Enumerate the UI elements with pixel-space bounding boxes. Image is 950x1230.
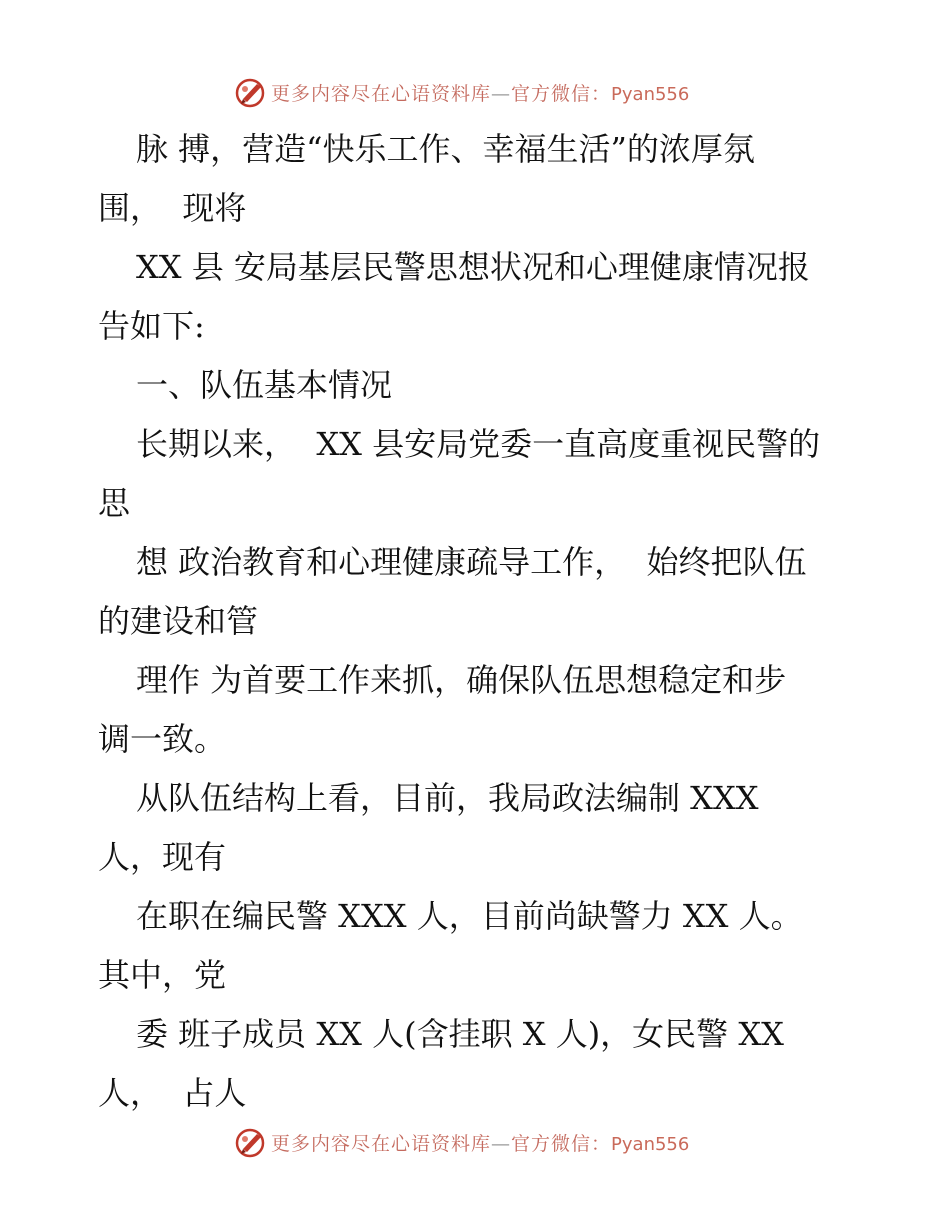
body-line: 在职在编民警 XXX 人，目前尚缺警力 XX 人。 — [136, 897, 803, 935]
body-line: 长期以来， XX 县安局党委一直高度重视民警的 — [136, 425, 821, 463]
body-line: 的建设和管 — [98, 602, 259, 640]
footer-wechat-id: Pyan556 — [611, 1133, 690, 1155]
body-line: 脉 搏，营造“快乐工作、幸福生活”的浓厚氛 — [136, 130, 755, 168]
header-banner — [0, 70, 950, 110]
document-body — [98, 120, 858, 1123]
pen-logo-icon — [233, 75, 267, 109]
body-line: XX 县 安局基层民警思想状况和心理健康情况报 — [136, 248, 810, 286]
header-banner-content — [233, 76, 689, 108]
body-line: 理作 为首要工作来抓，确保队伍思想稳定和步 — [136, 661, 787, 699]
footer-wechat-label: 官方微信： — [511, 1132, 612, 1155]
body-line: 人， 占人 — [98, 1074, 247, 1112]
section-heading: 一、队伍基本情况 — [136, 366, 393, 404]
body-line: 从队伍结构上看，目前，我局政法编制 XXX — [136, 779, 759, 817]
body-line: 人，现有 — [98, 838, 227, 876]
header-wechat-id: Pyan556 — [611, 83, 690, 105]
header-banner-text — [271, 79, 689, 106]
body-line: 告如下: — [98, 307, 205, 345]
body-line: 委 班子成员 XX 人(含挂职 X 人)，女民警 XX — [136, 1015, 784, 1053]
footer-banner-content — [233, 1126, 689, 1158]
footer-banner-text — [271, 1129, 689, 1156]
footer-separator: — — [491, 1132, 512, 1155]
pen-logo-icon — [233, 1125, 267, 1159]
body-line: 调一致。 — [98, 720, 227, 758]
header-separator: — — [491, 82, 512, 105]
footer-site-text: 更多内容尽在心语资料库 — [271, 1132, 492, 1155]
header-site-text: 更多内容尽在心语资料库 — [271, 82, 492, 105]
body-line: 想 政治教育和心理健康疏导工作， 始终把队伍 — [136, 543, 807, 581]
header-wechat-label: 官方微信： — [511, 82, 612, 105]
footer-banner — [0, 1120, 950, 1160]
body-line: 其中，党 — [98, 956, 227, 994]
body-line: 思 — [98, 484, 131, 522]
body-line: 围， 现将 — [98, 189, 247, 227]
